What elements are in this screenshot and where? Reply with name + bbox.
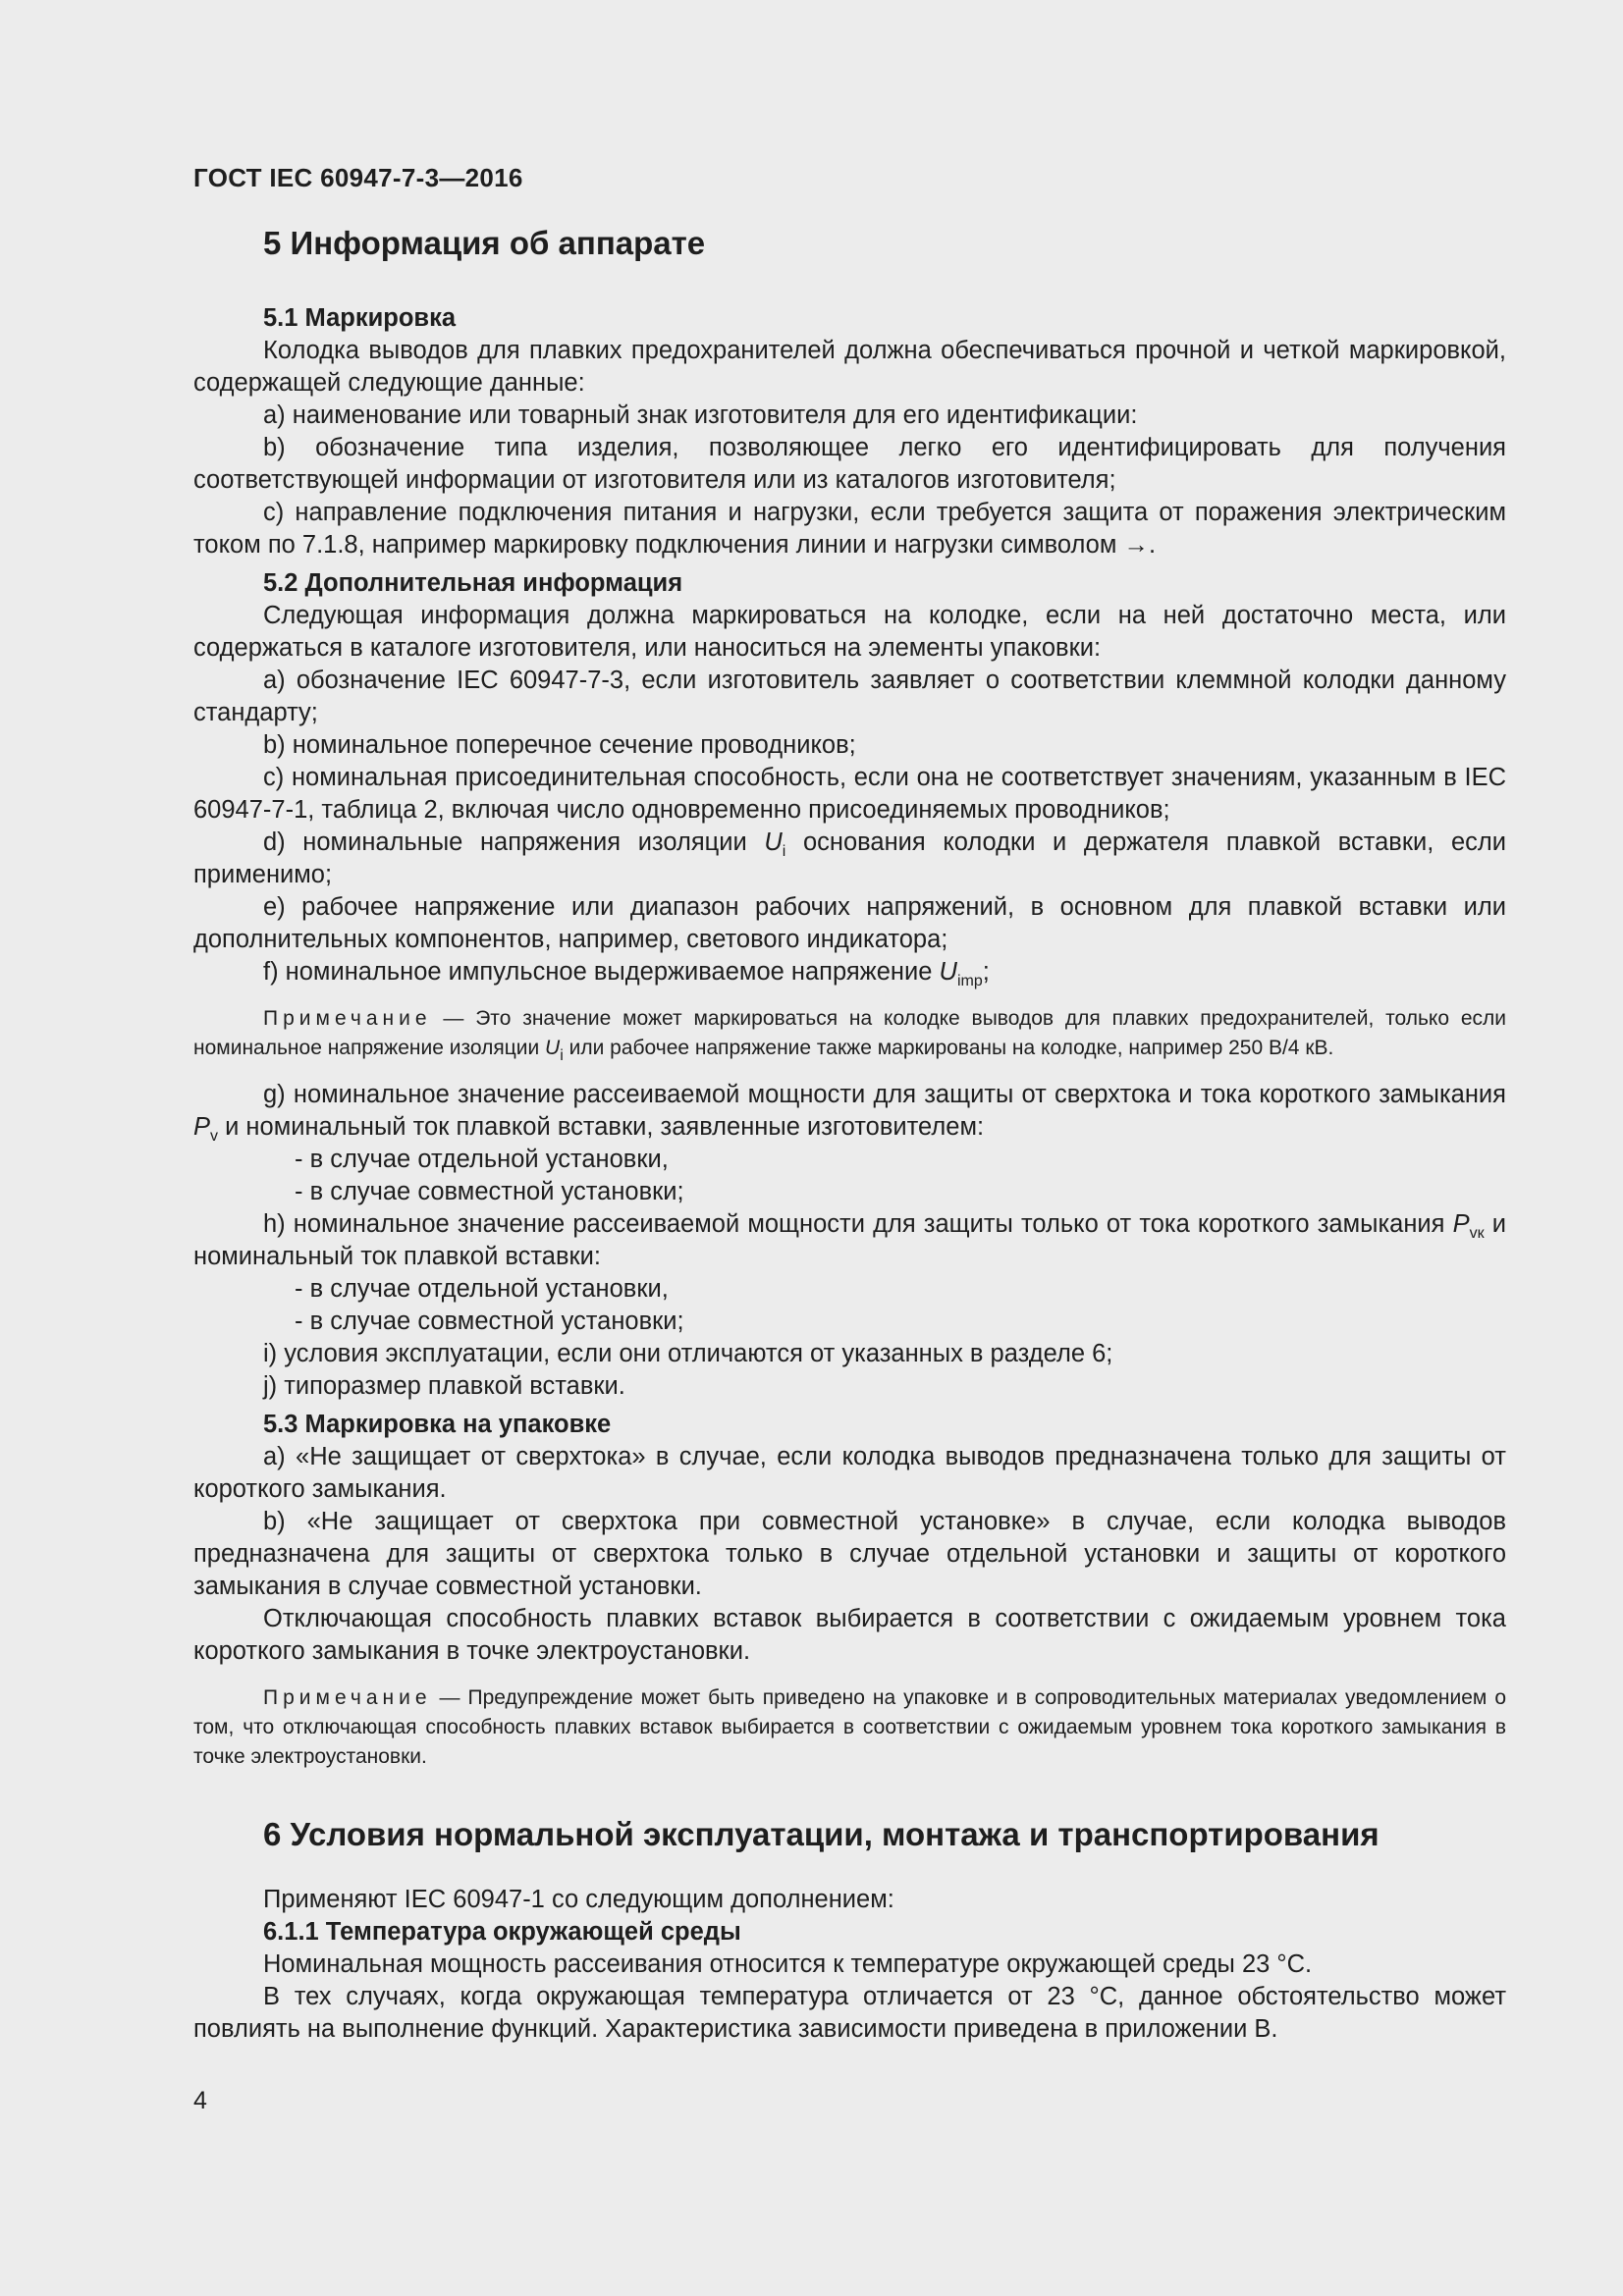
subscript: i xyxy=(560,1047,564,1064)
page-content xyxy=(193,224,1506,2046)
symbol: P xyxy=(193,1113,211,1141)
symbol: U xyxy=(764,828,783,856)
paragraph: Отключающая способность плавких вставок выбирается в соответствии с ожидаемым уровнем тока короткого замыкания в точке электроустановки. xyxy=(193,1605,1506,1665)
list-item: a) обозначение IEC 60947-7-3, если изготовитель заявляет о соответствии клеммной колодки данному стандарту; xyxy=(193,667,1506,726)
section-6-title: 6 Условия нормальной эксплуатации, монтажа и транспортирования xyxy=(263,1816,1380,1852)
note xyxy=(193,1004,1506,1063)
standard-header: ГОСТ IEC 60947-7-3—2016 xyxy=(193,163,523,192)
paragraph: Следующая информация должна маркироваться на колодке, если на ней достаточно места, или содержаться в каталоге изготовителя, или наноситься на элементы упаковки: xyxy=(193,602,1506,662)
sub-list-item: - в случае совместной установки; xyxy=(295,1178,684,1205)
symbol: U xyxy=(545,1037,561,1059)
text: d) номинальные напряжения изоляции xyxy=(263,828,765,856)
subscript: vк xyxy=(1469,1225,1485,1242)
list-item: c) направление подключения питания и нагрузки, если требуется защита от поражения электрическим током по 7.1.8, например маркировку подключения линии и нагрузки символом →. xyxy=(193,499,1506,559)
section-5-3-title: 5.3 Маркировка на упаковке xyxy=(263,1411,612,1438)
list-item: c) номинальная присоединительная способность, если она не соответствует значениям, указанным в IEC 60947-7-1, таблица 2, включая число одновременно присоединяемых проводников; xyxy=(193,764,1506,824)
paragraph: Применяют IEC 60947-1 со следующим дополнением: xyxy=(263,1886,894,1913)
note-label: Примечание xyxy=(263,1686,432,1709)
note xyxy=(193,1683,1506,1772)
paragraph: В тех случаях, когда окружающая температура отличается от 23 °С, данное обстоятельство может повлиять на выполнение функций. Характеристика зависимости приведена в приложении В. xyxy=(193,1983,1506,2043)
list-item xyxy=(193,1208,1506,1273)
subscript: imp xyxy=(956,973,983,989)
text: основания колодки и держателя плавкой вставки, если применимо; xyxy=(193,828,1506,888)
text: — Предупреждение может быть приведено на упаковке и в сопроводительных материалах уведомлением о том, что отключающая способность плавких вставок выбирается в соответствии с ожидаемым уровнем тока короткого замыкания в точке электроустановки. xyxy=(193,1686,1506,1768)
list-item xyxy=(193,827,1506,891)
text: и номинальный ток плавкой вставки: xyxy=(193,1210,1506,1270)
text: — Это значение может маркироваться на колодке выводов для плавких предохранителей, только если номинальное напряжение изоляции xyxy=(193,1007,1506,1059)
page-number: 4 xyxy=(193,2087,207,2114)
text: ; xyxy=(982,958,990,986)
symbol: U xyxy=(939,958,957,986)
list-item: b) «Не защищает от сверхтока при совместной установке» в случае, если колодка выводов предназначена для защиты от сверхтока только в случае отдельной установки и защиты от короткого замыкания в случае совместной установки. xyxy=(193,1508,1506,1600)
sub-list-item: - в случае отдельной установки, xyxy=(295,1146,669,1173)
sub-list-item: - в случае отдельной установки, xyxy=(295,1275,669,1303)
section-5-2-title: 5.2 Дополнительная информация xyxy=(263,569,683,597)
list-item: e) рабочее напряжение или диапазон рабочих напряжений, в основном для плавкой вставки или дополнительных компонентов, например, светового индикатора; xyxy=(193,893,1506,953)
list-item: a) «Не защищает от сверхтока» в случае, если колодка выводов предназначена только для защиты от короткого замыкания. xyxy=(193,1443,1506,1503)
paragraph: Колодка выводов для плавких предохранителей должна обеспечиваться прочной и четкой маркировкой, содержащей следующие данные: xyxy=(193,337,1506,397)
subscript: i xyxy=(782,843,786,860)
list-item xyxy=(193,956,1506,988)
text: или рабочее напряжение также маркированы на колодке, например 250 В/4 кВ. xyxy=(563,1037,1334,1059)
note-label: Примечание xyxy=(263,1007,432,1030)
subscript: v xyxy=(210,1128,219,1145)
list-item: j) типоразмер плавкой вставки. xyxy=(263,1372,625,1400)
section-5-title: 5 Информация об аппарате xyxy=(263,225,706,261)
text: и номинальный ток плавкой вставки, заявленные изготовителем: xyxy=(218,1113,985,1141)
section-5-1-title: 5.1 Маркировка xyxy=(263,304,457,332)
section-6-1-1-title: 6.1.1 Температура окружающей среды xyxy=(263,1918,741,1946)
paragraph: Номинальная мощность рассеивания относится к температуре окружающей среды 23 °С. xyxy=(263,1950,1313,1978)
list-item: b) обозначение типа изделия, позволяющее легко его идентифицировать для получения соответствующей информации от изготовителя или из каталогов изготовителя; xyxy=(193,434,1506,494)
text: g) номинальное значение рассеиваемой мощности для защиты от сверхтока и тока короткого замыкания xyxy=(263,1081,1506,1108)
list-item: i) условия эксплуатации, если они отличаются от указанных в разделе 6; xyxy=(263,1340,1113,1367)
symbol: P xyxy=(1452,1210,1470,1238)
list-item xyxy=(193,1079,1506,1144)
text: h) номинальное значение рассеиваемой мощности для защиты только от тока короткого замыкания xyxy=(263,1210,1453,1238)
list-item: a) наименование или товарный знак изготовителя для его идентификации: xyxy=(263,401,1138,429)
text: f) номинальное импульсное выдерживаемое напряжение xyxy=(263,958,940,986)
sub-list-item: - в случае совместной установки; xyxy=(295,1308,684,1335)
list-item: b) номинальное поперечное сечение проводников; xyxy=(263,731,856,759)
